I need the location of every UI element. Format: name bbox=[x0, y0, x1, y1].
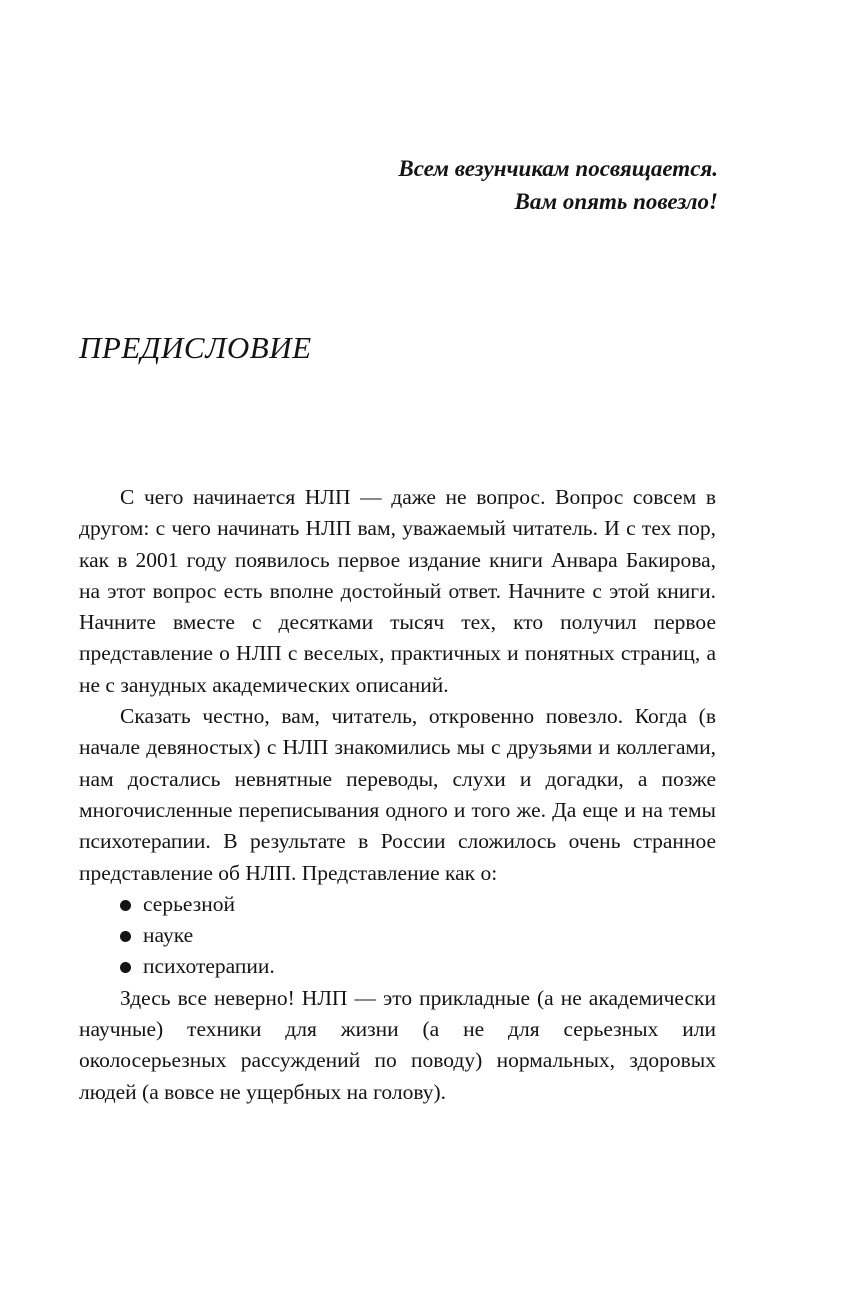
paragraph-2: Сказать честно, вам, читатель, откровенно повезло. Когда (в начале девяностых) с НЛП знакомились мы с друзьями и коллегами, нам достались невнятные переводы, слухи и догадки, а позже многочисленные переписывания одного и того же. Да еще и на темы психотерапии. В результате в России сложилось очень странное представление об НЛП. Представление как о: bbox=[79, 704, 716, 885]
bullet-dot-icon bbox=[120, 900, 131, 911]
bullet-item bbox=[79, 951, 716, 982]
chapter-title: ПРЕДИСЛОВИЕ bbox=[79, 330, 312, 365]
bullet-list bbox=[79, 889, 716, 983]
bullet-item bbox=[79, 889, 716, 920]
bullet-text: серьезной bbox=[143, 891, 235, 916]
bullet-text: психотерапии. bbox=[143, 954, 275, 979]
paragraph-1: С чего начинается НЛП — даже не вопрос. Вопрос совсем в другом: с чего начинать НЛП вам, уважаемый читатель. И с тех пор, как в 2001 году появилось первое издание книги Анвара Бакирова, на этот вопрос есть вполне достойный ответ. Начните с этой книги. Начните вместе с десятками тысяч тех, кто получил первое представление о НЛП с веселых, практичных и понятных страниц, а не с занудных академических описаний. bbox=[79, 485, 716, 697]
bullet-text: науке bbox=[143, 923, 194, 948]
paragraph-3: Здесь все неверно! НЛП — это прикладные (а не академически научные) техники для жизни (а не для серьезных или околосерьезных рассуждений по поводу) нормальных, здоровых людей (а вовсе не ущербных на голову). bbox=[79, 985, 716, 1104]
bullet-dot-icon bbox=[120, 931, 131, 942]
dedication-line-1: Всем везунчикам посвящается. bbox=[398, 156, 718, 181]
bullet-dot-icon bbox=[120, 962, 131, 973]
dedication bbox=[158, 152, 718, 218]
body-text bbox=[79, 482, 716, 1108]
bullet-item bbox=[79, 920, 716, 951]
dedication-line-2: Вам опять повезло! bbox=[514, 189, 718, 214]
